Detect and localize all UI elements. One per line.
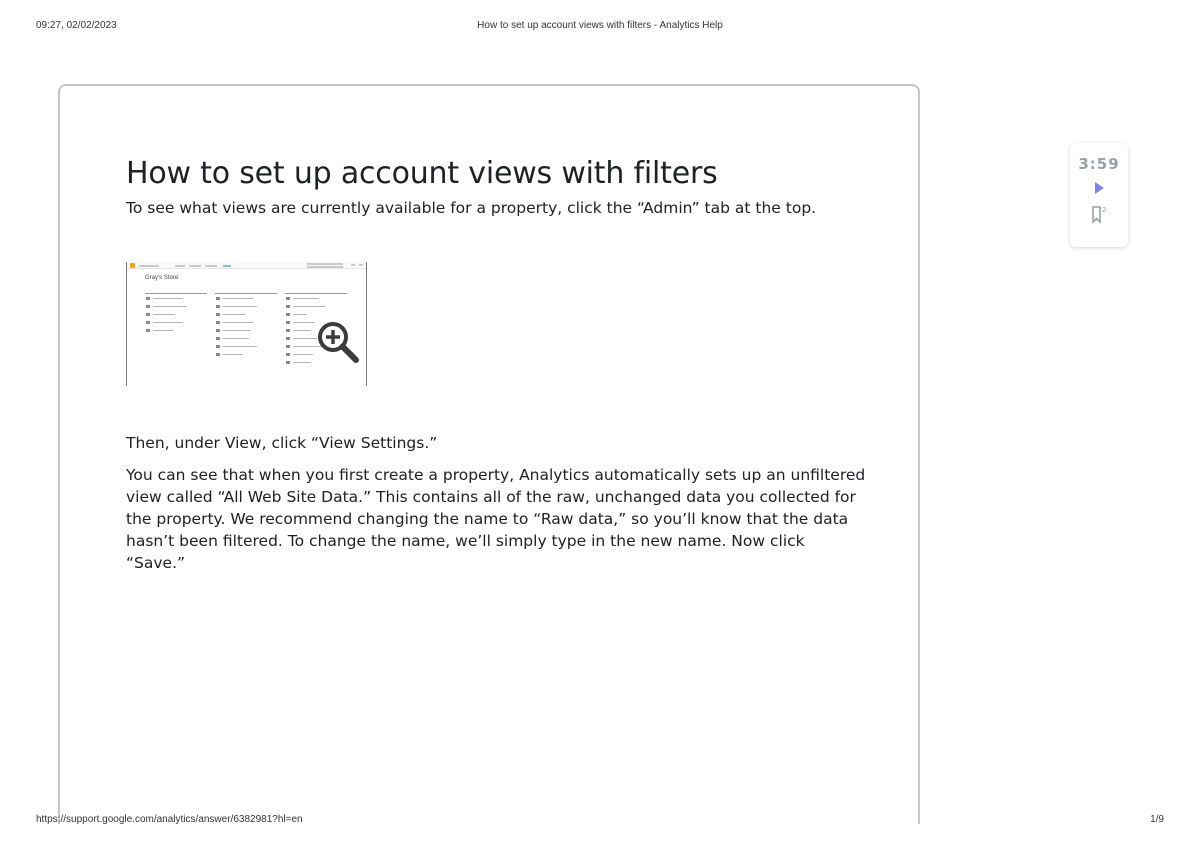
thumbnail-topbar xyxy=(127,262,366,269)
thumbnail-account-name: Gray's Store xyxy=(145,275,179,281)
thumbnail-account-column xyxy=(145,288,207,334)
bookmark-button[interactable] xyxy=(1070,204,1128,229)
article-body xyxy=(126,432,866,574)
analytics-logo-icon xyxy=(130,263,135,268)
admin-screenshot-thumbnail[interactable] xyxy=(126,262,367,386)
article-intro: To see what views are currently available for a property, click the “Admin” tab at the top. xyxy=(126,199,817,217)
bookmark-icon xyxy=(1090,204,1108,224)
print-page-title: How to set up account views with filters - Analytics Help xyxy=(477,20,723,31)
print-datetime: 09:27, 02/02/2023 xyxy=(36,20,117,31)
zoom-in-icon[interactable] xyxy=(314,318,360,364)
play-icon xyxy=(1092,181,1106,195)
article-paragraph-2: You can see that when you first create a property, Analytics automatically sets up an unfiltered view called “All Web Site Data.” This contains all of the raw, unchanged data you collected for the property. We recommend changing the name to “Raw data,” so you’ll know that the data hasn’t been filtered. To change the name, we’ll simply type in the new name. Now click “Save.” xyxy=(126,466,866,572)
timer-display: 3:59 xyxy=(1078,155,1120,173)
print-footer xyxy=(36,814,1164,828)
article-card xyxy=(58,84,920,824)
thumbnail-property-column xyxy=(215,288,277,358)
bookmark-count: 2 xyxy=(1102,206,1107,214)
play-button[interactable] xyxy=(1070,181,1128,200)
article-title: How to set up account views with filters xyxy=(126,156,718,191)
article-paragraph-1: Then, under View, click “View Settings.” xyxy=(126,434,438,452)
reading-timer-widget xyxy=(1070,143,1128,247)
print-header xyxy=(36,20,1164,34)
article-content xyxy=(126,156,866,217)
print-page-number: 1/9 xyxy=(1150,814,1164,825)
print-url: https://support.google.com/analytics/answer/6382981?hl=en xyxy=(36,814,303,825)
